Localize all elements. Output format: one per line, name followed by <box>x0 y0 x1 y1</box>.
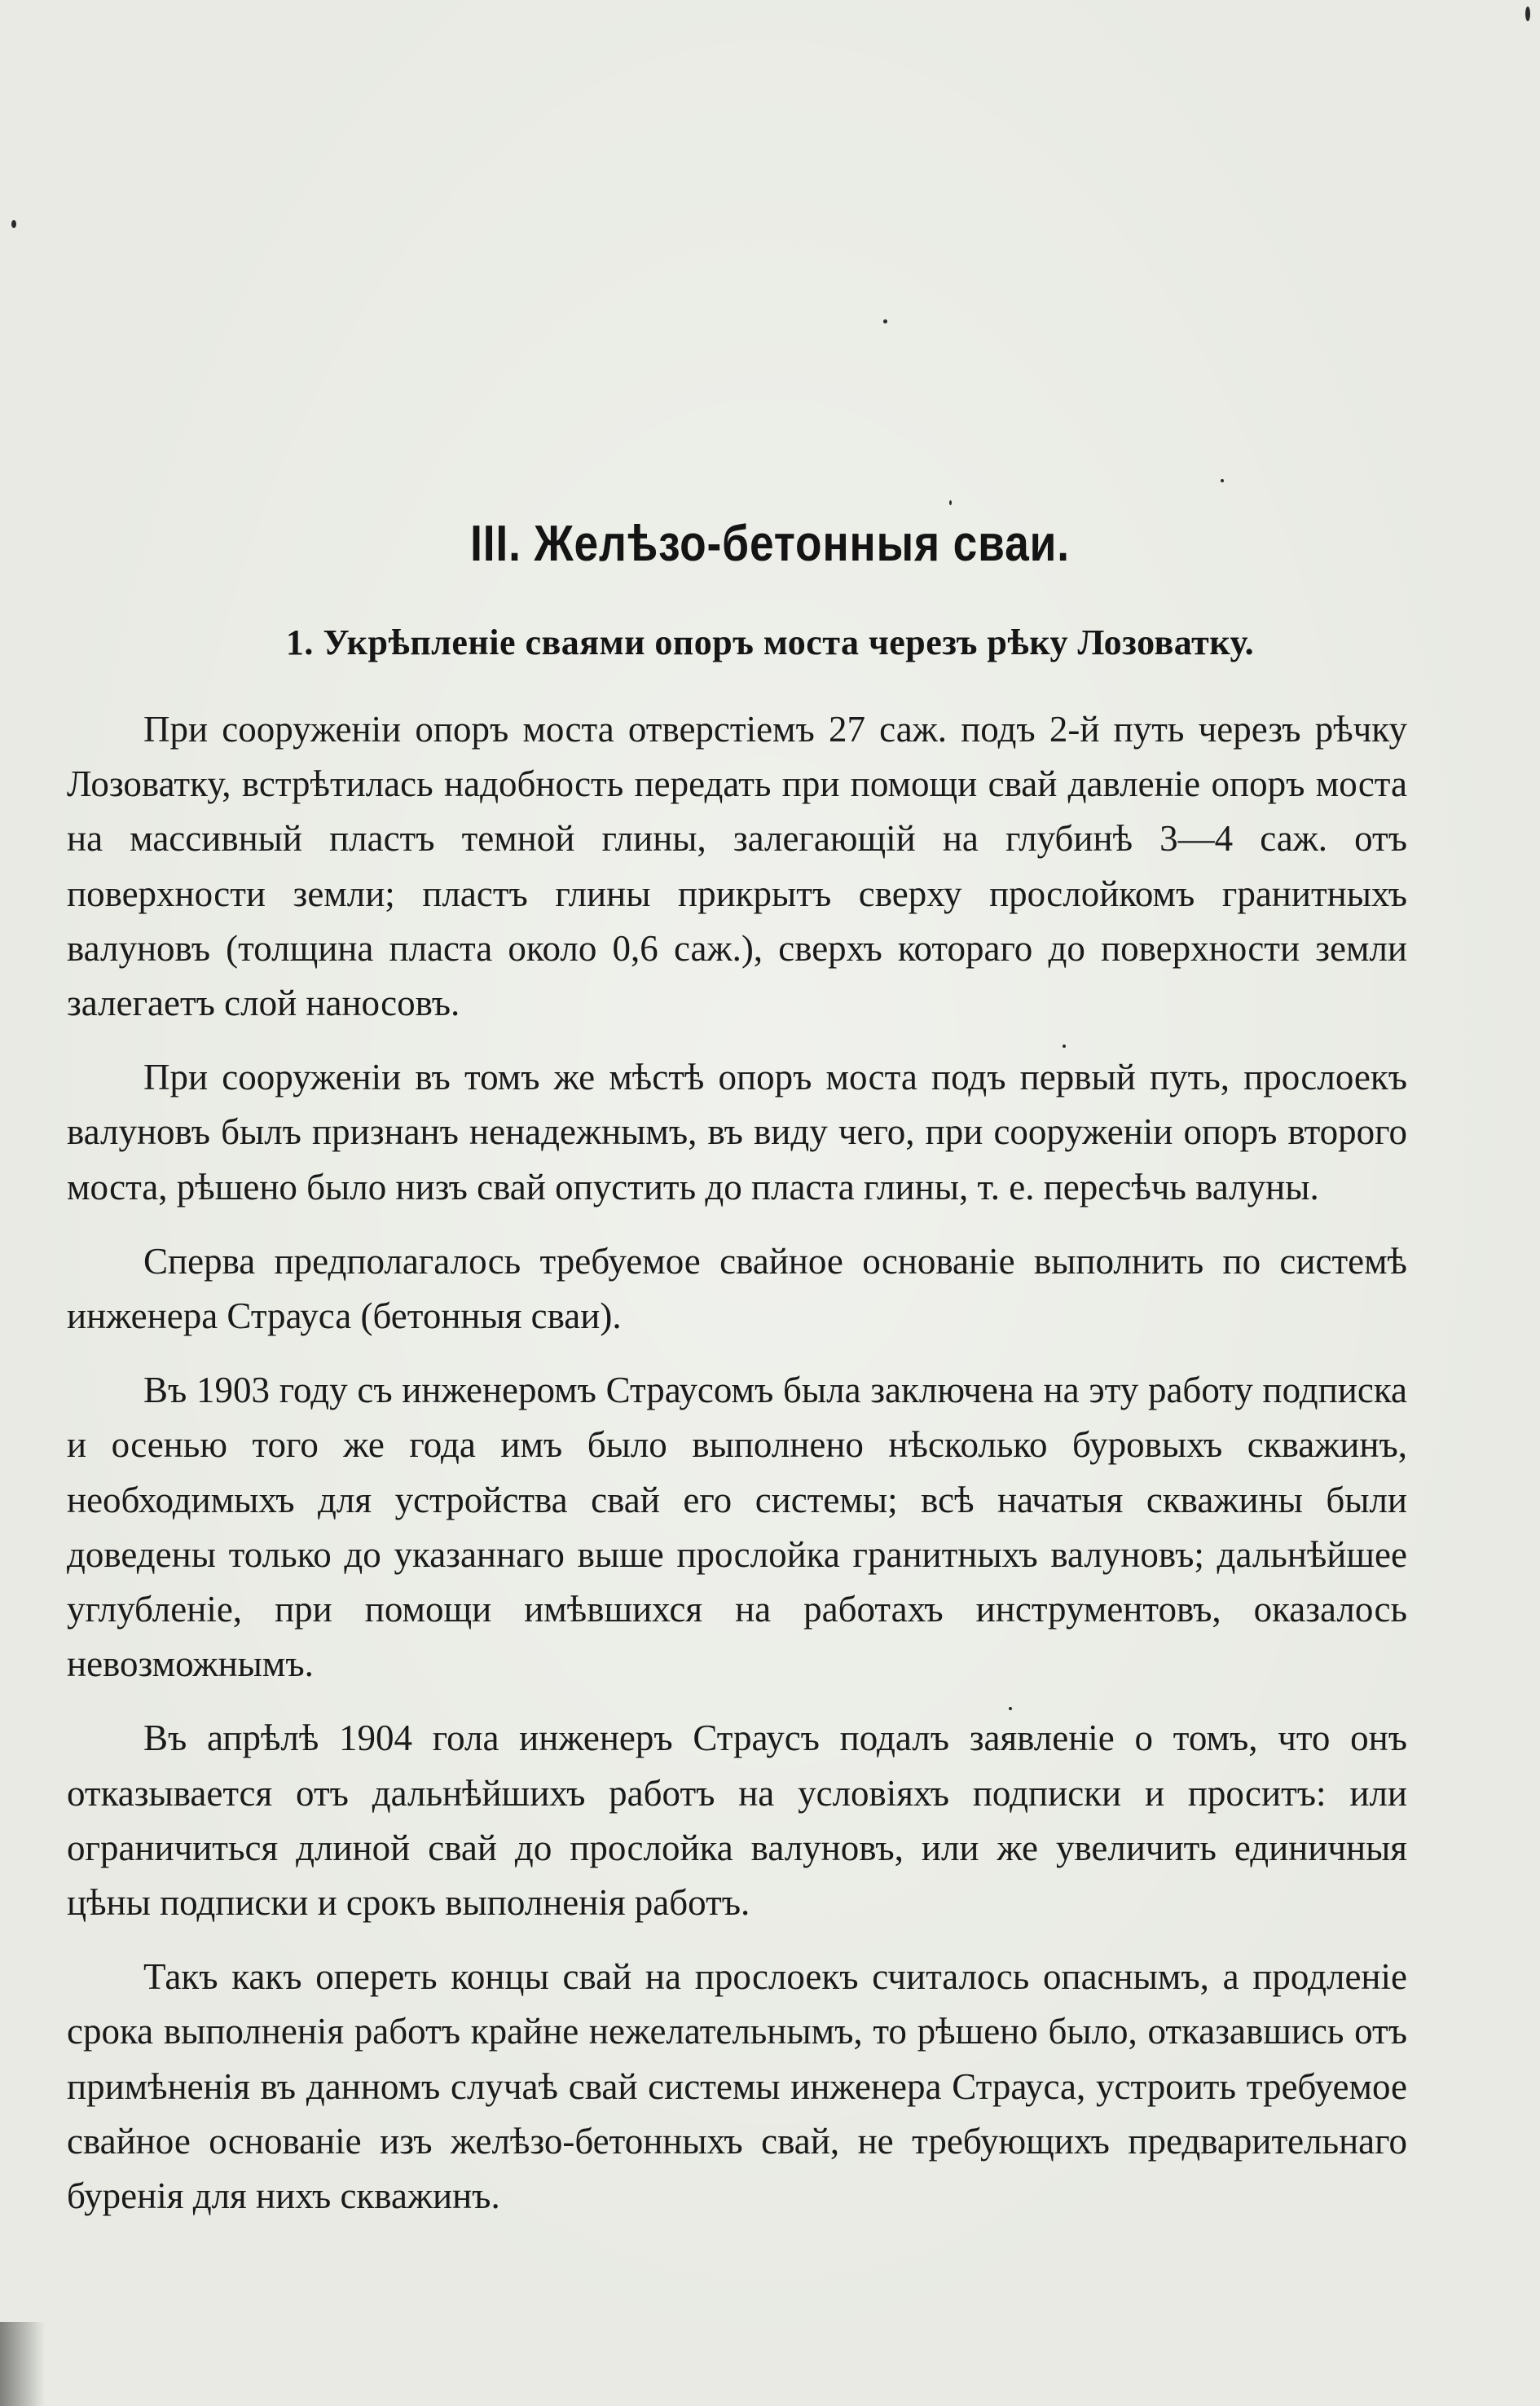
page-edge-mark <box>0 2322 45 2406</box>
paragraph: При сооруженіи въ томъ же мѣстѣ опоръ моста подъ первый путь, прослоекъ валуновъ былъ признанъ ненадежнымъ, въ виду чего, при сооруженіи опоръ второго моста, рѣшено было низъ свай опустить до пласта глины, т. е. пересѣчь валуны. <box>67 1057 1407 1207</box>
chapter-title: III. Желѣзо-бетонныя сваи. <box>470 516 1070 572</box>
paragraph: При сооруженіи опоръ моста отверстіемъ 27 саж. подъ 2-й путь черезъ рѣчку Лозоватку, встрѣтилась надобность передать при помощи свай давленіе опоръ моста на массивный пластъ темной глины, залегающій на глубинѣ 3—4 саж. отъ поверхности земли; пластъ глины прикрытъ сверху прослойкомъ гранитныхъ валуновъ (толщина пласта около 0,6 саж.), сверхъ котораго до поверхности земли залегаетъ слой наносовъ. <box>67 709 1407 1024</box>
paragraph: Въ апрѣлѣ 1904 гола инженеръ Страусъ подалъ заявленіе о томъ, что онъ отказывается отъ дальнѣйшихъ работъ на условіяхъ подписки и проситъ: или ограничиться длиной свай до прослойка валуновъ, или же увеличить единичныя цѣны подписки и срокъ выполненія работъ. <box>67 1718 1407 1924</box>
paragraph: Сперва предполагалось требуемое свайное основаніе выполнить по системѣ инженера Страуса (бетонныя сваи). <box>67 1240 1407 1337</box>
paragraph: Такъ какъ опереть концы свай на прослоекъ считалось опаснымъ, а продленіе срока выполненія работъ крайне нежелательнымъ, то рѣшено было, отказавшись отъ примѣненія въ данномъ случаѣ свай системы инженера Страуса, устроить требуемое свайное основаніе изъ желѣзо-бетонныхъ свай, не требующихъ предварительнаго буренія для нихъ скважинъ. <box>67 1956 1407 2217</box>
section-title: 1. Укрѣпленіе сваями опоръ моста черезъ рѣку Лозоватку. <box>285 622 1255 662</box>
body-text <box>67 702 1407 2223</box>
paragraph: Въ 1903 году съ инженеромъ Страусомъ была заключена на эту работу подписка и осенью того же года имъ было выполнено нѣсколько буровыхъ скважинъ, необходимыхъ для устройства свай его системы; всѣ начатыя скважины были доведены только до указаннаго выше прослойка гранитныхъ валуновъ; дальнѣйшее углубленіе, при помощи имѣвшихся на работахъ инструментовъ, оказалось невозможнымъ. <box>67 1370 1407 1685</box>
